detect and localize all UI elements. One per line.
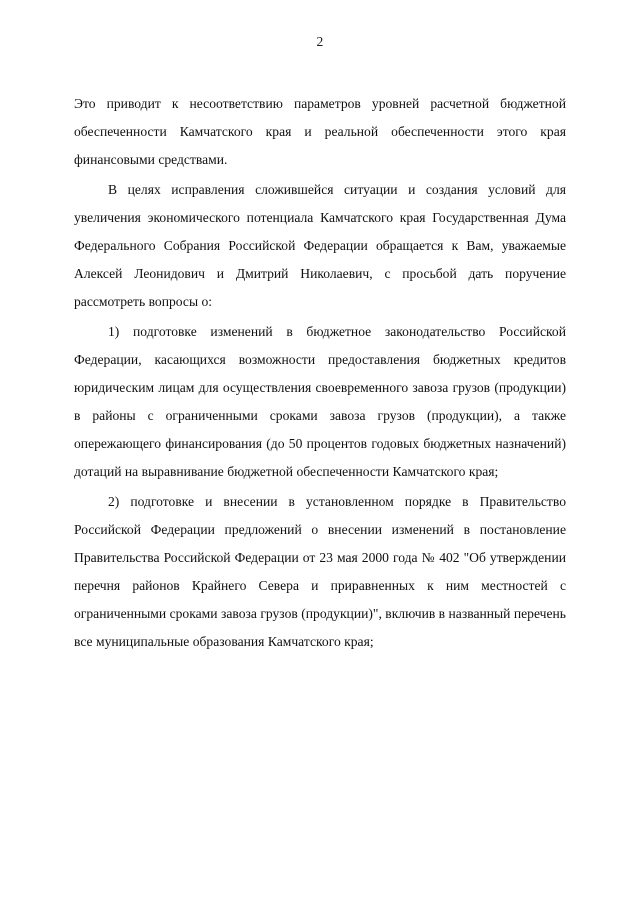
paragraph-3: 1) подготовке изменений в бюджетное законодательство Российской Федерации, касающихся возможности предоставления бюджетных кредитов юридическим лицам для осуществления своевременного завоза грузов (продукции) в районы с ограниченными сроками завоза грузов (продукции), а также опережающего финансирования (до 50 процентов годовых бюджетных назначений) дотаций на выравнивание бюджетной обеспеченности Камчатского края; <box>74 324 570 479</box>
paragraph-2: В целях исправления сложившейся ситуации и создания условий для увеличения экономического потенциала Камчатского края Государственная Дума Федерального Собрания Российской Федерации обращается к Вам, уважаемые Алексей Леонидович и Дмитрий Николаевич, с просьбой дать поручение рассмотреть вопросы о: <box>74 182 570 309</box>
document-body <box>74 90 570 656</box>
page-number: 2 <box>316 34 324 49</box>
paragraph-4: 2) подготовке и внесении в установленном порядке в Правительство Российской Федерации предложений о внесении изменений в постановление Правительства Российской Федерации от 23 мая 2000 года № 402 "Об утверждении перечня районов Крайнего Севера и приравненных к ним местностей с ограниченными сроками завоза грузов (продукции)", включив в названный перечень все муниципальные образования Камчатского края; <box>74 494 570 649</box>
paragraph-1: Это приводит к несоответствию параметров уровней расчетной бюджетной обеспеченности Камчатского края и реальной обеспеченности этого края финансовыми средствами. <box>74 96 570 167</box>
